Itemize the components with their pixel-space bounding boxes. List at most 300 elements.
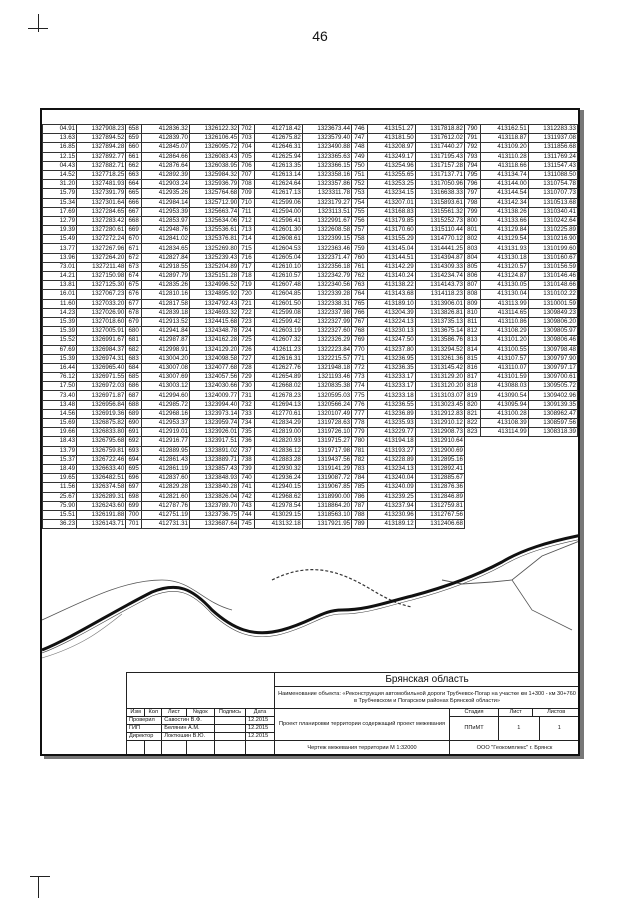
table-cell: 412892.39 bbox=[141, 170, 189, 179]
table-cell: 787 bbox=[352, 501, 368, 510]
table-cell: 1324162.28 bbox=[189, 336, 238, 345]
table-cell: 412610.10 bbox=[254, 262, 302, 271]
table-cell: 1326875.82 bbox=[77, 419, 126, 428]
table-cell: 715 bbox=[239, 244, 255, 253]
table-cell: 764 bbox=[352, 290, 368, 299]
table-cell: 412770.61 bbox=[254, 409, 302, 418]
col-doc: №док bbox=[186, 709, 214, 717]
table-cell: 413189.12 bbox=[367, 520, 415, 529]
table-cell: 412604.53 bbox=[254, 244, 302, 253]
table-cell: 412608.61 bbox=[254, 235, 302, 244]
table-cell: 777 bbox=[352, 409, 368, 418]
stamp-blank bbox=[127, 673, 275, 709]
table-cell: 413239.25 bbox=[367, 492, 415, 501]
table-cell: 735 bbox=[239, 428, 255, 437]
table-cell: 722 bbox=[239, 308, 255, 317]
table-cell: 413240.04 bbox=[367, 474, 415, 483]
table-cell: 687 bbox=[126, 391, 142, 400]
table-cell: 718 bbox=[239, 272, 255, 281]
table-cell: 17.69 bbox=[43, 207, 77, 216]
table-cell: 413129.54 bbox=[480, 235, 528, 244]
sheet-shadow-bottom bbox=[44, 756, 584, 759]
table-cell: 412599.42 bbox=[254, 317, 302, 326]
table-cell: 1324996.52 bbox=[189, 281, 238, 290]
table-cell: 413007.69 bbox=[141, 373, 189, 382]
table-cell: 413131.93 bbox=[480, 244, 528, 253]
table-cell: 1327067.23 bbox=[77, 290, 126, 299]
table-cell: 1311547.43 bbox=[528, 161, 577, 170]
table-cell: 778 bbox=[352, 419, 368, 428]
table-cell: 413003.12 bbox=[141, 382, 189, 391]
table-cell: 770 bbox=[352, 345, 368, 354]
table-cell: 747 bbox=[352, 134, 368, 143]
table-cell: 716 bbox=[239, 253, 255, 262]
table-cell: 413118.87 bbox=[480, 134, 528, 143]
table-cell: 771 bbox=[352, 354, 368, 363]
table-cell: 699 bbox=[126, 501, 142, 510]
table-cell: 1326833.80 bbox=[77, 428, 126, 437]
table-cell: 1313129.20 bbox=[415, 373, 464, 382]
table-cell: 413236.35 bbox=[367, 363, 415, 372]
table-cell: 1312283.33 bbox=[528, 125, 577, 134]
table-cell: 1322223.84 bbox=[302, 345, 351, 354]
table-cell: 819 bbox=[465, 391, 481, 400]
table-cell: 1325239.43 bbox=[189, 253, 238, 262]
table-cell: 1310754.78 bbox=[528, 180, 577, 189]
table-cell: 763 bbox=[352, 281, 368, 290]
table-cell: 786 bbox=[352, 492, 368, 501]
table-cell: 413170.60 bbox=[367, 226, 415, 235]
table-cell: 1319141.29 bbox=[302, 464, 351, 473]
table-cell: 1315561.32 bbox=[415, 207, 464, 216]
table-cell: 412646.31 bbox=[254, 143, 302, 152]
table-cell: 1323959.74 bbox=[189, 419, 238, 428]
table-cell: 412861.19 bbox=[141, 464, 189, 473]
branch-road bbox=[512, 580, 572, 630]
table-cell: 413233.18 bbox=[367, 391, 415, 400]
table-cell: 1327211.48 bbox=[77, 262, 126, 271]
table-cell: 775 bbox=[352, 391, 368, 400]
table-cell: 686 bbox=[126, 382, 142, 391]
table-cell: 1323113.51 bbox=[302, 207, 351, 216]
table-cell: 1326289.31 bbox=[77, 492, 126, 501]
table-cell: 412984.14 bbox=[141, 198, 189, 207]
table-cell: 412853.97 bbox=[141, 216, 189, 225]
secondary-road-east bbox=[442, 540, 580, 584]
table-cell: 412613.14 bbox=[254, 170, 302, 179]
table-cell: 413208.97 bbox=[367, 143, 415, 152]
table-cell: 1323366.15 bbox=[302, 161, 351, 170]
table-cell: 13.77 bbox=[43, 244, 77, 253]
table-cell: 1326974.31 bbox=[77, 354, 126, 363]
table-cell: 682 bbox=[126, 345, 142, 354]
table-cell: 1327018.60 bbox=[77, 317, 126, 326]
table-cell: 1322337.98 bbox=[302, 308, 351, 317]
table-cell: 1309505.72 bbox=[528, 382, 577, 391]
table-cell: 1313261.36 bbox=[415, 354, 464, 363]
table-cell: 16.85 bbox=[43, 143, 77, 152]
table-cell: 412836.32 bbox=[141, 125, 189, 134]
table-cell: 741 bbox=[239, 483, 255, 492]
table-cell: 714 bbox=[239, 235, 255, 244]
table-cell: 13.63 bbox=[43, 134, 77, 143]
table-cell: 1323311.78 bbox=[302, 189, 351, 198]
table-cell: 412998.91 bbox=[141, 345, 189, 354]
table-cell: 730 bbox=[239, 382, 255, 391]
table-cell: 782 bbox=[352, 455, 368, 464]
table-cell: 712 bbox=[239, 216, 255, 225]
sheet-value: 1 bbox=[499, 717, 539, 740]
table-cell: 1310513.68 bbox=[528, 198, 577, 207]
table-cell: 1327481.93 bbox=[77, 180, 126, 189]
table-cell: 768 bbox=[352, 327, 368, 336]
table-cell: 698 bbox=[126, 492, 142, 501]
table-cell: 412841.02 bbox=[141, 235, 189, 244]
table-cell: 664 bbox=[126, 180, 142, 189]
table-cell: 666 bbox=[126, 198, 142, 207]
table-cell: 413134.74 bbox=[480, 170, 528, 179]
row-date: 12.2015 bbox=[245, 725, 274, 733]
table-cell: 413224.13 bbox=[367, 317, 415, 326]
table-cell: 1323994.40 bbox=[189, 400, 238, 409]
table-cell: 412889.95 bbox=[141, 446, 189, 455]
table-cell: 776 bbox=[352, 400, 368, 409]
table-cell: 1312908.73 bbox=[415, 428, 464, 437]
table-cell: 15.52 bbox=[43, 336, 77, 345]
page-number: 46 bbox=[312, 28, 328, 44]
table-cell: 412936.24 bbox=[254, 474, 302, 483]
table-cell: 19.66 bbox=[43, 428, 77, 437]
table-cell: 413237.80 bbox=[367, 345, 415, 354]
table-cell: 1323848.93 bbox=[189, 474, 238, 483]
table-cell: 802 bbox=[465, 235, 481, 244]
table-cell: 1324348.78 bbox=[189, 327, 238, 336]
table-cell: 1327284.65 bbox=[77, 207, 126, 216]
crop-mark-bottom-vertical bbox=[38, 876, 39, 898]
table-cell: 412918.55 bbox=[141, 262, 189, 271]
table-cell: 413194.18 bbox=[367, 437, 415, 446]
table-cell: 412787.76 bbox=[141, 501, 189, 510]
table-cell: 412604.85 bbox=[254, 290, 302, 299]
table-cell: 779 bbox=[352, 428, 368, 437]
table-cell: 780 bbox=[352, 437, 368, 446]
table-cell: 1327005.91 bbox=[77, 327, 126, 336]
table-cell: 1310001.59 bbox=[528, 299, 577, 308]
table-cell: 1324057.56 bbox=[189, 373, 238, 382]
table-cell: 413233.17 bbox=[367, 373, 415, 382]
table-cell: 1322399.15 bbox=[302, 235, 351, 244]
table-cell: 412731.31 bbox=[141, 520, 189, 529]
table-cell: 1325376.81 bbox=[189, 235, 238, 244]
table-cell: 1322363.46 bbox=[302, 244, 351, 253]
table-cell: 1312759.81 bbox=[415, 501, 464, 510]
table-cell: 1317612.02 bbox=[415, 134, 464, 143]
table-cell: 746 bbox=[352, 125, 368, 134]
row-role: ГИП bbox=[127, 725, 162, 733]
table-cell: 1323179.27 bbox=[302, 198, 351, 207]
table-cell: 13.79 bbox=[43, 446, 77, 455]
table-cell: 1310199.60 bbox=[528, 244, 577, 253]
table-cell: 1326143.71 bbox=[77, 520, 126, 529]
table-cell: 73.01 bbox=[43, 262, 77, 271]
table-cell: 720 bbox=[239, 290, 255, 299]
table-cell: 413124.87 bbox=[480, 272, 528, 281]
table-cell: 1325634.06 bbox=[189, 216, 238, 225]
table-cell: 817 bbox=[465, 373, 481, 382]
table-cell: 19.39 bbox=[43, 226, 77, 235]
table-cell: 413100.28 bbox=[480, 409, 528, 418]
table-cell: 800 bbox=[465, 216, 481, 225]
table-cell: 748 bbox=[352, 143, 368, 152]
table-cell: 1322342.79 bbox=[302, 272, 351, 281]
table-cell: 412836.12 bbox=[254, 446, 302, 455]
sheet-shadow bbox=[580, 110, 584, 758]
table-cell: 1320566.24 bbox=[302, 400, 351, 409]
table-cell: 704 bbox=[239, 143, 255, 152]
table-cell: 801 bbox=[465, 226, 481, 235]
table-cell: 413110.28 bbox=[480, 152, 528, 161]
table-cell: 1326374.58 bbox=[77, 483, 126, 492]
table-cell: 1326095.72 bbox=[189, 143, 238, 152]
table-cell: 696 bbox=[126, 474, 142, 483]
table-cell: 1312910.64 bbox=[415, 437, 464, 446]
table-cell: 803 bbox=[465, 244, 481, 253]
table-cell: 810 bbox=[465, 308, 481, 317]
table-cell: 1309805.97 bbox=[528, 327, 577, 336]
route-map bbox=[42, 110, 580, 756]
table-cell: 729 bbox=[239, 373, 255, 382]
table-cell: 413101.59 bbox=[480, 373, 528, 382]
table-cell: 762 bbox=[352, 272, 368, 281]
table-cell: 694 bbox=[126, 455, 142, 464]
table-cell: 412953.37 bbox=[141, 419, 189, 428]
table-cell: 15.79 bbox=[43, 189, 77, 198]
table-cell: 15.34 bbox=[43, 198, 77, 207]
table-cell: 745 bbox=[239, 520, 255, 529]
table-cell: 412810.16 bbox=[141, 290, 189, 299]
table-cell: 807 bbox=[465, 281, 481, 290]
table-cell: 700 bbox=[126, 510, 142, 519]
table-cell: 723 bbox=[239, 317, 255, 326]
table-cell: 16.01 bbox=[43, 290, 77, 299]
col-date: Дата bbox=[245, 709, 274, 717]
table-cell: 659 bbox=[126, 134, 142, 143]
table-cell: 1312846.89 bbox=[415, 492, 464, 501]
table-cell: 1312767.56 bbox=[415, 510, 464, 519]
table-cell: 1323840.28 bbox=[189, 483, 238, 492]
table-cell: 1311937.08 bbox=[528, 134, 577, 143]
table-cell: 1323490.88 bbox=[302, 143, 351, 152]
table-cell: 12.79 bbox=[43, 216, 77, 225]
table-cell: 1309402.96 bbox=[528, 391, 577, 400]
table-cell: 784 bbox=[352, 474, 368, 483]
table-cell: 1325984.32 bbox=[189, 170, 238, 179]
table-cell: 1326984.37 bbox=[77, 345, 126, 354]
table-cell: 412821.60 bbox=[141, 492, 189, 501]
table-cell: 15.37 bbox=[43, 455, 77, 464]
table-cell: 1325712.90 bbox=[189, 198, 238, 207]
table-cell: 1312900.69 bbox=[415, 446, 464, 455]
table-cell: 1323789.70 bbox=[189, 501, 238, 510]
table-cell: 412930.32 bbox=[254, 464, 302, 473]
table-cell: 695 bbox=[126, 464, 142, 473]
table-cell: 413109.20 bbox=[480, 143, 528, 152]
table-cell: 1313103.07 bbox=[415, 391, 464, 400]
stamp-drawing-title: Чертеж межевания территории М 1:32000 bbox=[275, 741, 450, 757]
table-cell: 412835.26 bbox=[141, 281, 189, 290]
table-cell: 1309798.48 bbox=[528, 345, 577, 354]
table-cell: 661 bbox=[126, 152, 142, 161]
title-block bbox=[126, 672, 580, 756]
table-cell: 754 bbox=[352, 198, 368, 207]
table-cell: 1310102.22 bbox=[528, 290, 577, 299]
table-cell: 413095.94 bbox=[480, 400, 528, 409]
table-cell: 1325151.28 bbox=[189, 272, 238, 281]
table-cell: 668 bbox=[126, 216, 142, 225]
table-cell: 15.51 bbox=[43, 510, 77, 519]
table-cell: 1324098.58 bbox=[189, 354, 238, 363]
table-cell: 1326965.40 bbox=[77, 363, 126, 372]
table-cell: 1323973.14 bbox=[189, 409, 238, 418]
table-cell: 412941.84 bbox=[141, 327, 189, 336]
table-cell: 1312895.16 bbox=[415, 455, 464, 464]
table-cell: 1324693.32 bbox=[189, 308, 238, 317]
table-cell: 1326991.67 bbox=[77, 336, 126, 345]
table-cell: 726 bbox=[239, 345, 255, 354]
table-cell: 413090.54 bbox=[480, 391, 528, 400]
sheet-label: Лист bbox=[499, 709, 533, 716]
table-cell: 757 bbox=[352, 226, 368, 235]
table-cell: 1324077.68 bbox=[189, 363, 238, 372]
table-cell: 1327892.77 bbox=[77, 152, 126, 161]
table-cell: 728 bbox=[239, 363, 255, 372]
table-cell: 660 bbox=[126, 143, 142, 152]
table-cell: 734 bbox=[239, 419, 255, 428]
table-cell: 811 bbox=[465, 317, 481, 326]
table-cell: 1315252.73 bbox=[415, 216, 464, 225]
table-cell: 67.69 bbox=[43, 345, 77, 354]
row-name: Локтюшин В.Ю. bbox=[162, 733, 215, 741]
table-cell: 818 bbox=[465, 382, 481, 391]
table-cell: 1323358.16 bbox=[302, 170, 351, 179]
table-cell: 683 bbox=[126, 354, 142, 363]
table-cell: 798 bbox=[465, 198, 481, 207]
row-name: Белянин А.М. bbox=[162, 725, 215, 733]
sheets-value: 1 bbox=[557, 725, 561, 731]
table-cell: 1322215.57 bbox=[302, 354, 351, 363]
table-cell: 412668.02 bbox=[254, 382, 302, 391]
table-cell: 15.39 bbox=[43, 354, 77, 363]
table-cell: 1310148.66 bbox=[528, 281, 577, 290]
table-cell: 13.96 bbox=[43, 253, 77, 262]
table-cell: 413168.83 bbox=[367, 207, 415, 216]
table-cell: 412694.13 bbox=[254, 400, 302, 409]
row-date: 12.2015 bbox=[245, 733, 274, 741]
table-cell: 17.50 bbox=[43, 382, 77, 391]
table-cell: 1313294.52 bbox=[415, 345, 464, 354]
table-cell: 707 bbox=[239, 170, 255, 179]
table-cell: 1309700.61 bbox=[528, 373, 577, 382]
table-cell: 412625.94 bbox=[254, 152, 302, 161]
table-cell: 413140.24 bbox=[367, 272, 415, 281]
table-cell: 679 bbox=[126, 317, 142, 326]
table-cell: 412919.01 bbox=[141, 428, 189, 437]
table-cell: 678 bbox=[126, 308, 142, 317]
table-cell: 1322327.99 bbox=[302, 317, 351, 326]
table-cell: 413142.29 bbox=[367, 262, 415, 271]
table-cell: 658 bbox=[126, 125, 142, 134]
table-cell: 732 bbox=[239, 400, 255, 409]
table-cell: 1308962.47 bbox=[528, 409, 577, 418]
table-cell: 738 bbox=[239, 455, 255, 464]
table-cell: 412916.77 bbox=[141, 437, 189, 446]
table-cell: 14.52 bbox=[43, 170, 77, 179]
table-cell: 13.81 bbox=[43, 281, 77, 290]
table-cell: 413130.05 bbox=[480, 281, 528, 290]
table-cell: 413110.07 bbox=[480, 363, 528, 372]
table-cell: 710 bbox=[239, 198, 255, 207]
table-cell: 1322327.60 bbox=[302, 327, 351, 336]
table-cell: 1327391.79 bbox=[77, 189, 126, 198]
table-cell: 670 bbox=[126, 235, 142, 244]
table-cell: 412935.26 bbox=[141, 189, 189, 198]
table-cell: 733 bbox=[239, 409, 255, 418]
table-cell: 412654.89 bbox=[254, 373, 302, 382]
table-cell: 412678.23 bbox=[254, 391, 302, 400]
table-cell: 742 bbox=[239, 492, 255, 501]
table-cell: 14.21 bbox=[43, 272, 77, 281]
table-cell: 412839.18 bbox=[141, 308, 189, 317]
table-cell: 1319728.63 bbox=[302, 419, 351, 428]
table-cell: 793 bbox=[465, 152, 481, 161]
table-cell: 1312406.68 bbox=[415, 520, 464, 529]
table-cell: 412617.13 bbox=[254, 189, 302, 198]
table-cell: 413114.99 bbox=[480, 428, 528, 437]
table-cell: 665 bbox=[126, 189, 142, 198]
table-cell: 719 bbox=[239, 281, 255, 290]
table-cell: 413236.89 bbox=[367, 409, 415, 418]
table-cell: 1317137.71 bbox=[415, 170, 464, 179]
table-cell: 412985.72 bbox=[141, 400, 189, 409]
table-cell: 18.49 bbox=[43, 464, 77, 473]
table-cell: 1326106.45 bbox=[189, 134, 238, 143]
table-cell: 769 bbox=[352, 336, 368, 345]
table-cell: 412827.84 bbox=[141, 253, 189, 262]
table-cell: 1326971.55 bbox=[77, 373, 126, 382]
table-cell: 413181.50 bbox=[367, 134, 415, 143]
table-cell: 813 bbox=[465, 336, 481, 345]
table-cell: 413145.04 bbox=[367, 244, 415, 253]
table-cell: 413144.51 bbox=[367, 253, 415, 262]
table-cell: 1326083.43 bbox=[189, 152, 238, 161]
table-cell: 412718.42 bbox=[254, 125, 302, 134]
table-cell: 1317157.28 bbox=[415, 161, 464, 170]
table-cell: 1323889.71 bbox=[189, 455, 238, 464]
table-cell: 1317818.82 bbox=[415, 125, 464, 134]
table-cell: 799 bbox=[465, 207, 481, 216]
row-name: Савостин В.Ф. bbox=[162, 717, 215, 725]
table-cell: 706 bbox=[239, 161, 255, 170]
table-cell: 796 bbox=[465, 180, 481, 189]
table-cell: 413108.29 bbox=[480, 327, 528, 336]
table-cell: 1309806.46 bbox=[528, 336, 577, 345]
table-cell: 1323917.51 bbox=[189, 437, 238, 446]
table-cell: 1310216.90 bbox=[528, 235, 577, 244]
table-cell: 1325764.68 bbox=[189, 189, 238, 198]
table-cell: 412605.04 bbox=[254, 253, 302, 262]
table-cell: 1319717.98 bbox=[302, 446, 351, 455]
table-cell: 808 bbox=[465, 290, 481, 299]
